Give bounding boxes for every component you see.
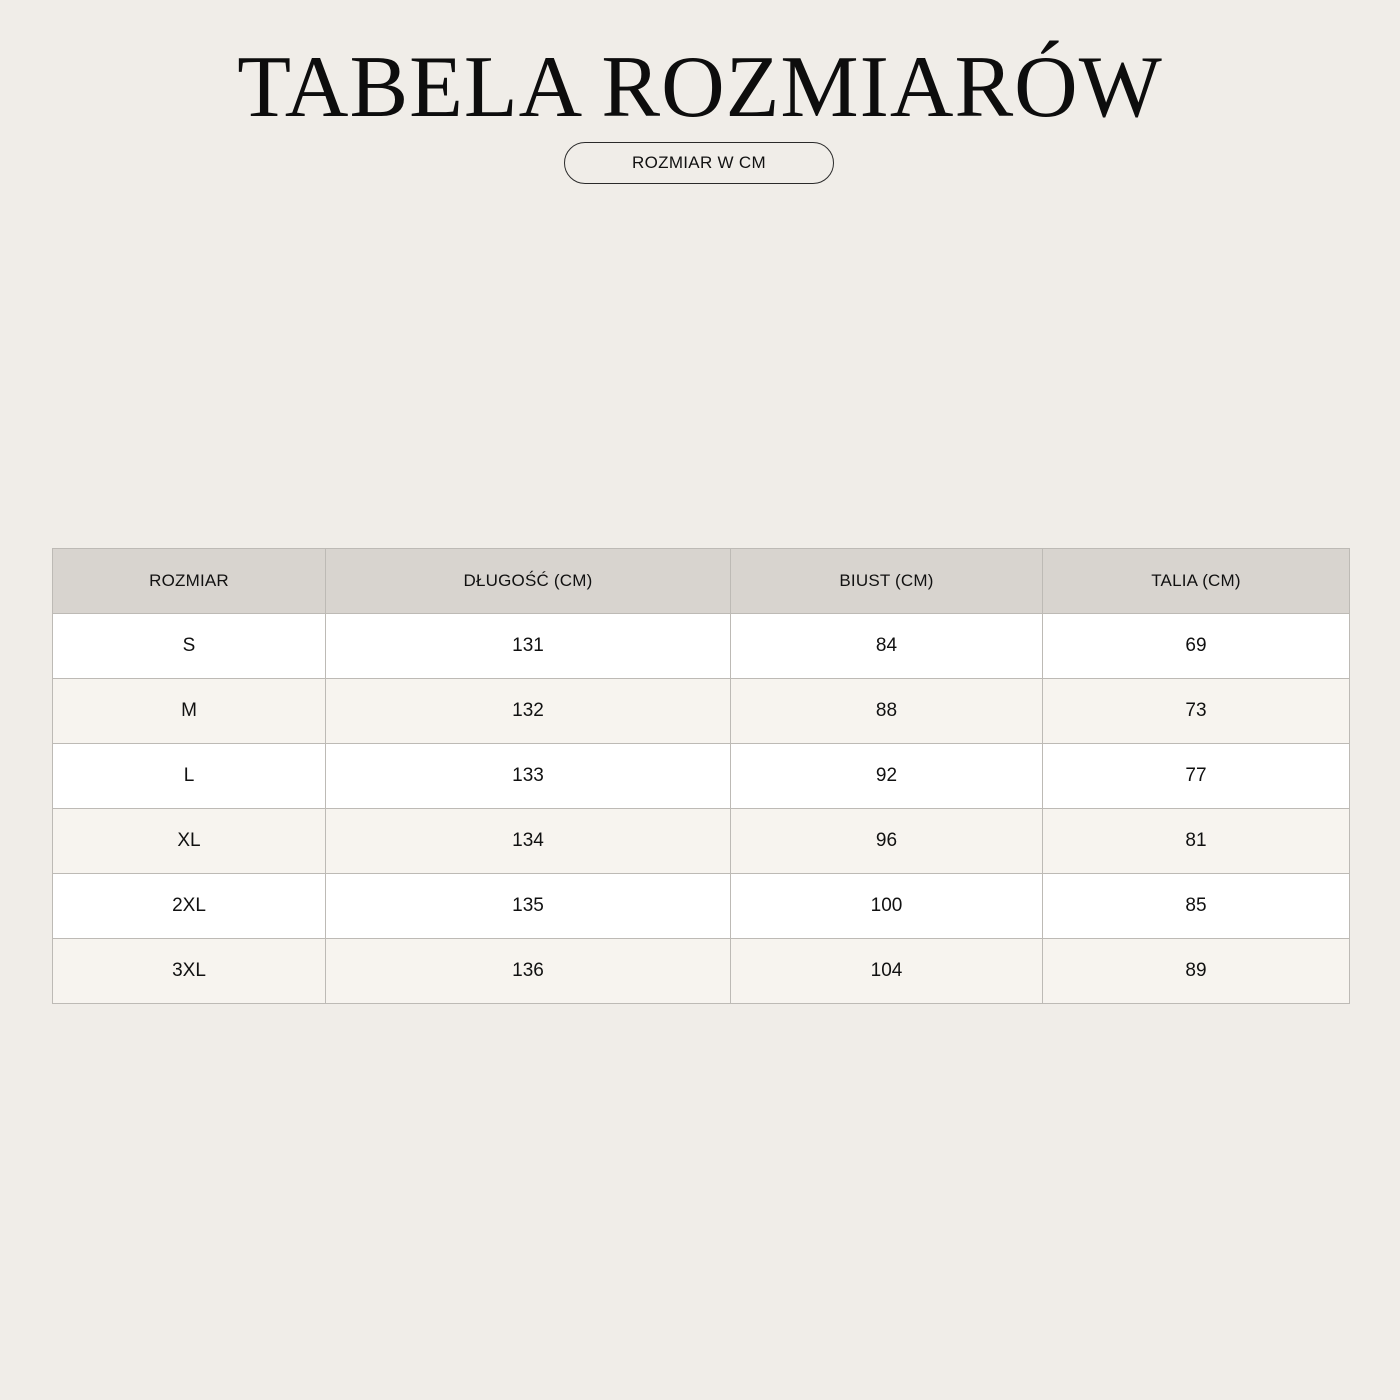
cell-bust: 92 — [731, 744, 1043, 809]
table-row — [53, 744, 1350, 809]
cell-waist: 69 — [1043, 614, 1350, 679]
table-header-row — [53, 549, 1350, 614]
cell-waist: 85 — [1043, 874, 1350, 939]
header-length: DŁUGOŚĆ (CM) — [326, 549, 731, 614]
unit-label-text: ROZMIAR W CM — [632, 153, 766, 172]
cell-waist: 77 — [1043, 744, 1350, 809]
cell-waist: 73 — [1043, 679, 1350, 744]
size-table — [52, 548, 1350, 1004]
cell-length: 133 — [326, 744, 731, 809]
cell-size: 2XL — [53, 874, 326, 939]
cell-length: 134 — [326, 809, 731, 874]
cell-length: 132 — [326, 679, 731, 744]
cell-bust: 96 — [731, 809, 1043, 874]
cell-size: L — [53, 744, 326, 809]
cell-length: 135 — [326, 874, 731, 939]
unit-label-pill — [564, 142, 834, 184]
cell-size: XL — [53, 809, 326, 874]
cell-bust: 84 — [731, 614, 1043, 679]
page-title: TABELA ROZMIARÓW — [237, 39, 1163, 136]
cell-length: 136 — [326, 939, 731, 1004]
cell-size: S — [53, 614, 326, 679]
cell-size: M — [53, 679, 326, 744]
cell-bust: 104 — [731, 939, 1043, 1004]
table-row — [53, 809, 1350, 874]
cell-bust: 100 — [731, 874, 1043, 939]
table-row — [53, 874, 1350, 939]
table-row — [53, 614, 1350, 679]
cell-length: 131 — [326, 614, 731, 679]
header-bust: BIUST (CM) — [731, 549, 1043, 614]
cell-waist: 89 — [1043, 939, 1350, 1004]
cell-bust: 88 — [731, 679, 1043, 744]
table-row — [53, 939, 1350, 1004]
cell-size: 3XL — [53, 939, 326, 1004]
header-size: ROZMIAR — [53, 549, 326, 614]
cell-waist: 81 — [1043, 809, 1350, 874]
header-waist: TALIA (CM) — [1043, 549, 1350, 614]
table-row — [53, 679, 1350, 744]
